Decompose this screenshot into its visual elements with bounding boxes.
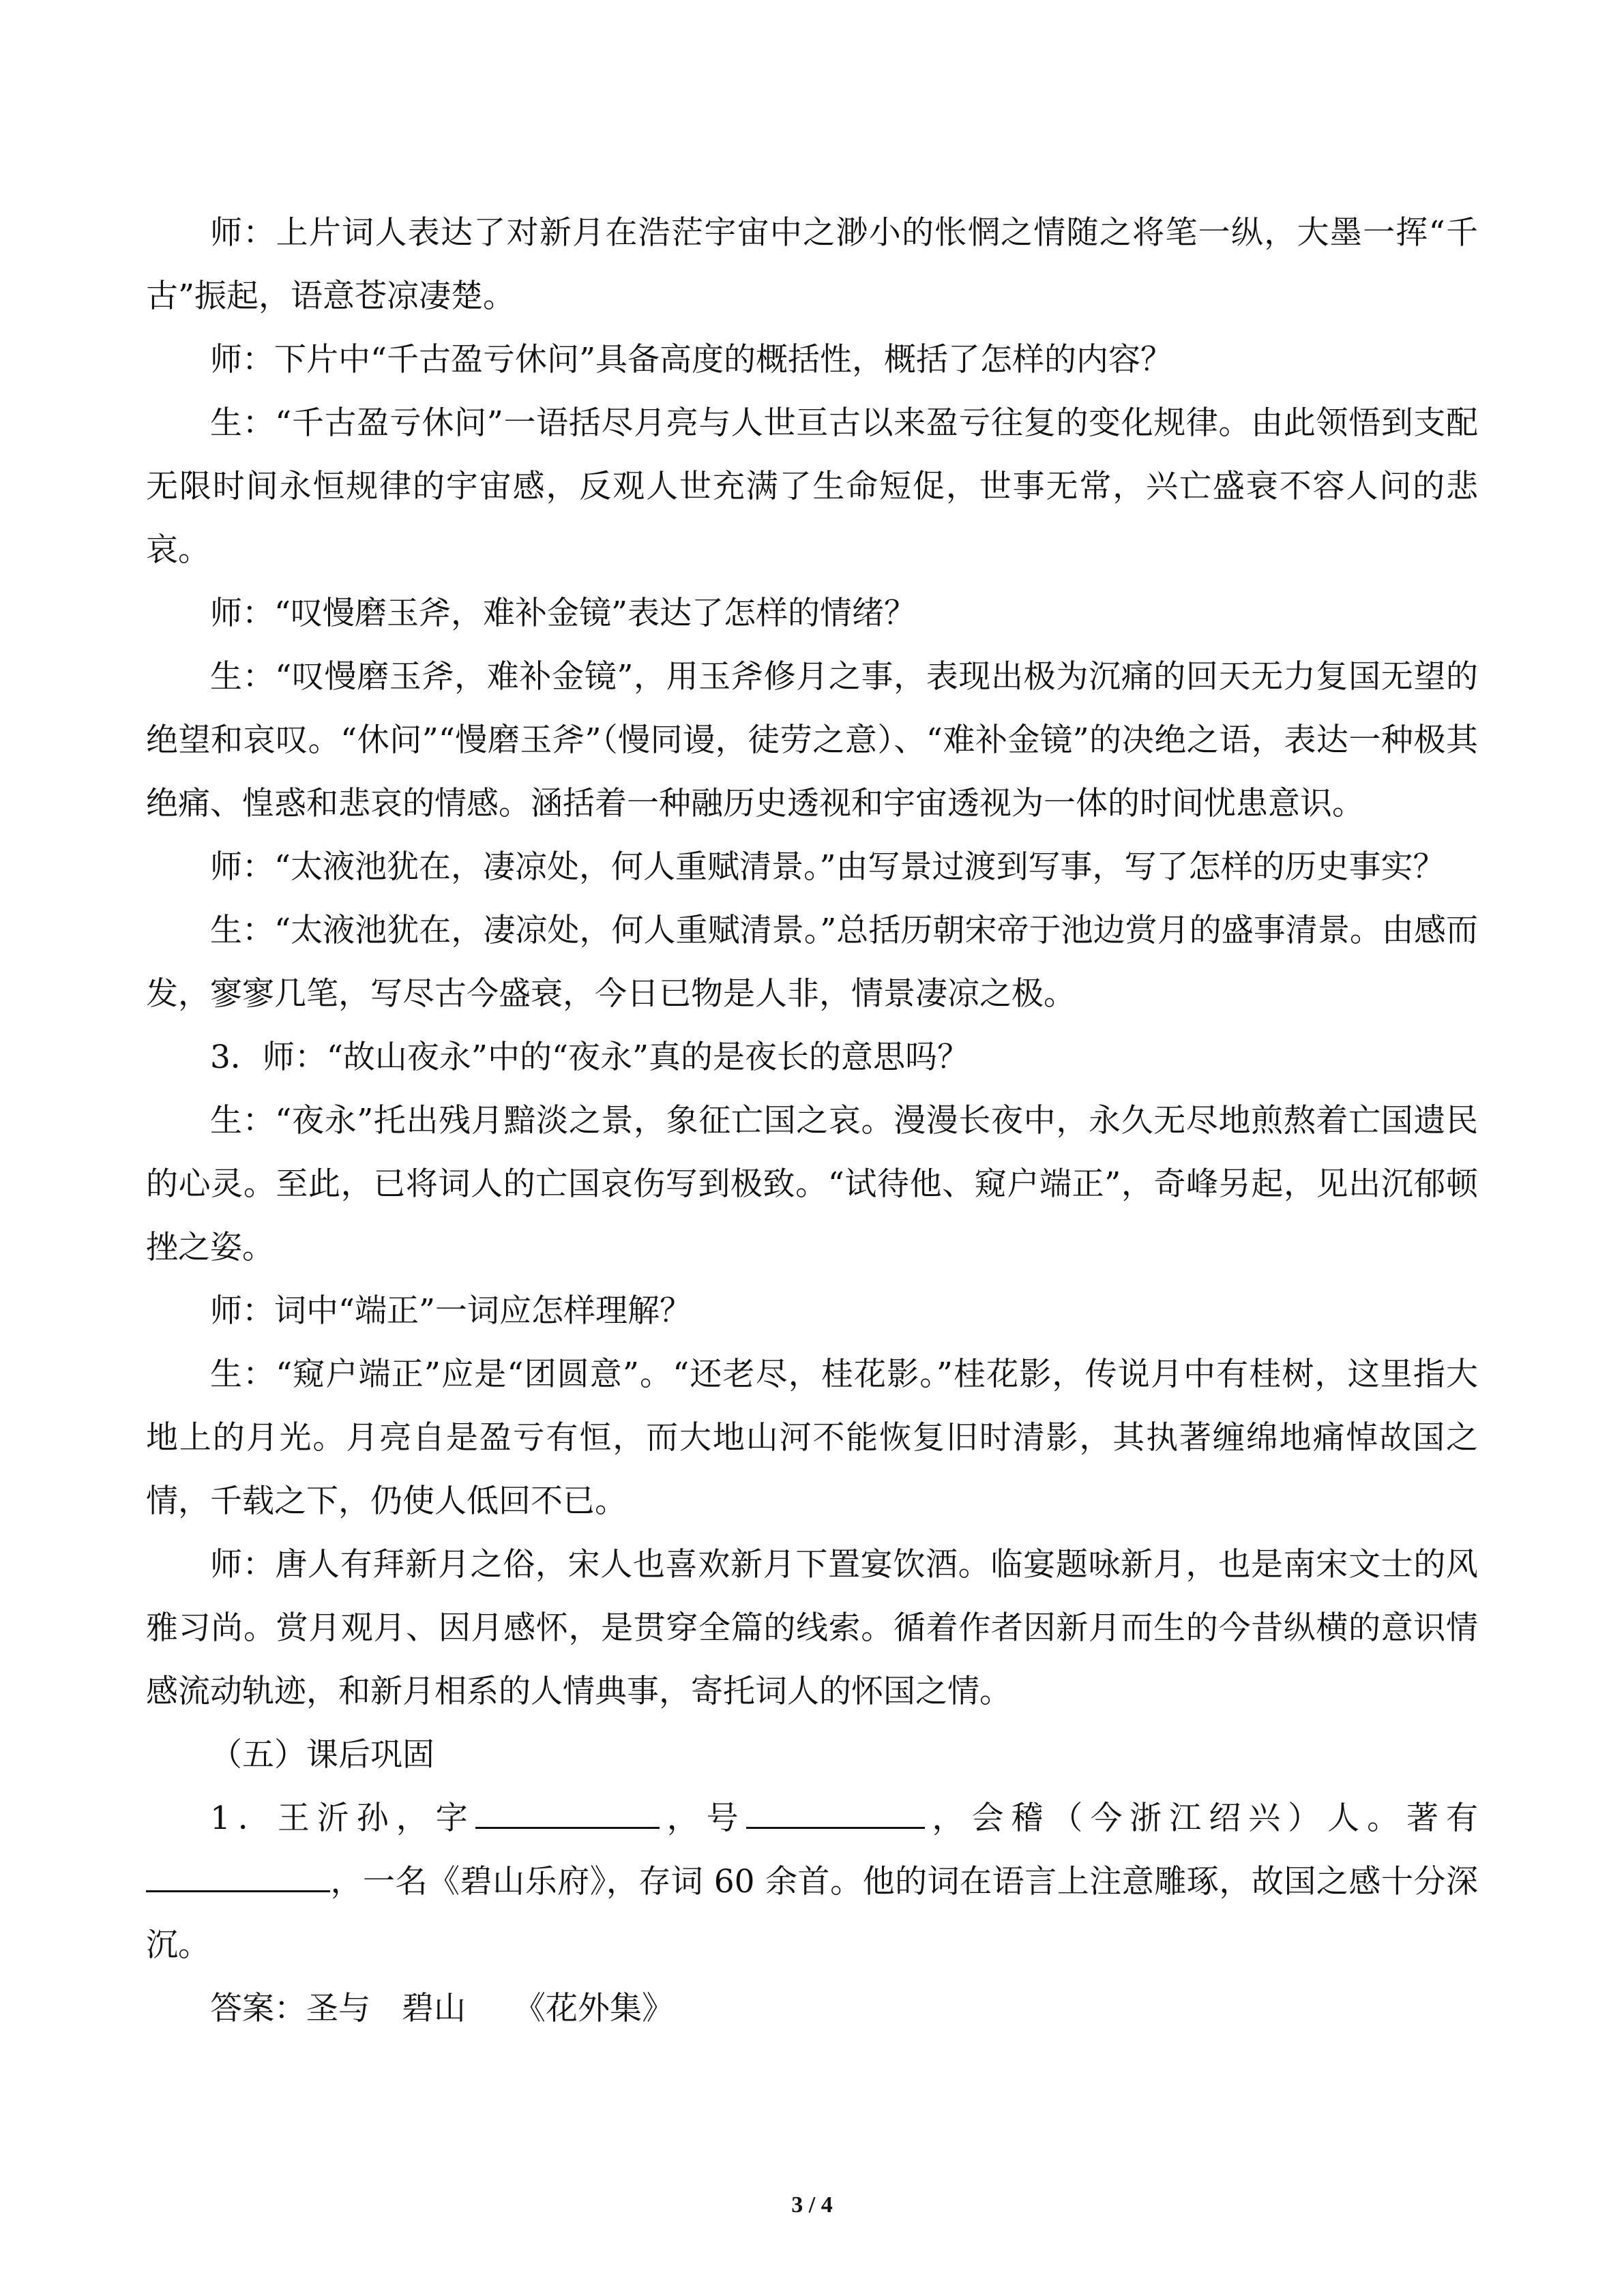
exercise-text-4: ，一名《碧山乐府》，存词 60 余首。他的词在语言上注意雕琢，故国之感十分深沉。 xyxy=(146,1863,1478,1964)
section-heading-consolidation: （五）课后巩固 xyxy=(210,1736,434,1774)
document-body xyxy=(146,201,1478,2040)
exercise-text-2: ，号 xyxy=(659,1800,746,1837)
fill-blank-courtesy-name xyxy=(475,1791,660,1829)
paragraph-teacher-5: 师：词中“端正”一词应怎样理解？ xyxy=(210,1292,692,1330)
paragraph-teacher-4: 师：“太液池犹在，凄凉处，何人重赋清景。”由写景过渡到写事，写了怎样的历史事实？ xyxy=(210,848,1445,886)
paragraph-teacher-1: 师：上片词人表达了对新月在浩茫宇宙中之渺小的怅惘之情随之将笔一纵，大墨一挥“千古”振起，语意苍凉凄楚。 xyxy=(146,214,1478,315)
paragraph-student-2: 生：“叹慢磨玉斧，难补金镜”，用玉斧修月之事，表现出极为沉痛的回天无力复国无望的绝望和哀叹。“休问”“慢磨玉斧”（慢同谩，徒劳之意）、“难补金镜”的决绝之语，表达一种极其绝痛、惶惑和悲哀的情感。涵括着一种融历史透视和宇宙透视为一体的时间忧患意识。 xyxy=(146,658,1478,822)
answer-1: 圣与 xyxy=(306,1990,370,2027)
page-number: 3 / 4 xyxy=(791,2192,833,2218)
paragraph-student-3: 生：“太液池犹在，凄凉处，何人重赋清景。”总括历朝宋帝于池边赏月的盛事清景。由感而发，寥寥几笔，写尽古今盛衰，今日已物是人非，情景凄凉之极。 xyxy=(146,912,1478,1013)
fill-blank-work-title xyxy=(146,1855,330,1892)
paragraph-teacher-2: 师：下片中“千古盈亏休问”具备高度的概括性，概括了怎样的内容？ xyxy=(210,341,1173,378)
answer-label: 答案： xyxy=(210,1990,306,2027)
answer-2: 碧山 xyxy=(402,1990,466,2027)
answer-3: 《花外集》 xyxy=(514,1990,674,2027)
paragraph-teacher-6: 师：唐人有拜新月之俗，宋人也喜欢新月下置宴饮酒。临宴题咏新月，也是南宋文士的风雅习尚。赏月观月、因月感怀，是贯穿全篇的线索。循着作者因新月而生的今昔纵横的意识情感流动轨迹，和新月相系的人情典事，寄托词人的怀国之情。 xyxy=(146,1546,1478,1710)
fill-blank-pen-name xyxy=(746,1791,925,1829)
paragraph-teacher-3: 师：“叹慢磨玉斧，难补金镜”表达了怎样的情绪？ xyxy=(210,595,917,632)
exercise-text-1: 1．王沂孙，字 xyxy=(210,1800,475,1837)
exercise-text-3: ，会稽（今浙江绍兴）人。著有 xyxy=(924,1800,1479,1837)
paragraph-question-3: 3．师：“故山夜永”中的“夜永”真的是夜长的意思吗？ xyxy=(210,1039,970,1076)
paragraph-student-5: 生：“窥户端正”应是“团圆意”。“还老尽，桂花影。”桂花影，传说月中有桂树，这里指大地上的月光。月亮自是盈亏有恒，而大地山河不能恢复旧时清影，其执著缠绵地痛悼故国之情，千载之下，仍使人低回不已。 xyxy=(146,1356,1478,1520)
paragraph-student-1: 生：“千古盈亏休问”一语括尽月亮与人世亘古以来盈亏往复的变化规律。由此领悟到支配无限时间永恒规律的宇宙感，反观人世充满了生命短促，世事无常，兴亡盛衰不容人问的悲哀。 xyxy=(146,404,1478,569)
answer-line xyxy=(146,1977,1478,2040)
exercise-question-1 xyxy=(146,1787,1478,1977)
paragraph-student-4: 生：“夜永”托出残月黯淡之景，象征亡国之哀。漫漫长夜中，永久无尽地煎熬着亡国遗民的心灵。至此，已将词人的亡国哀伤写到极致。“试待他、窥户端正”，奇峰另起，见出沉郁顿挫之姿。 xyxy=(146,1102,1478,1266)
